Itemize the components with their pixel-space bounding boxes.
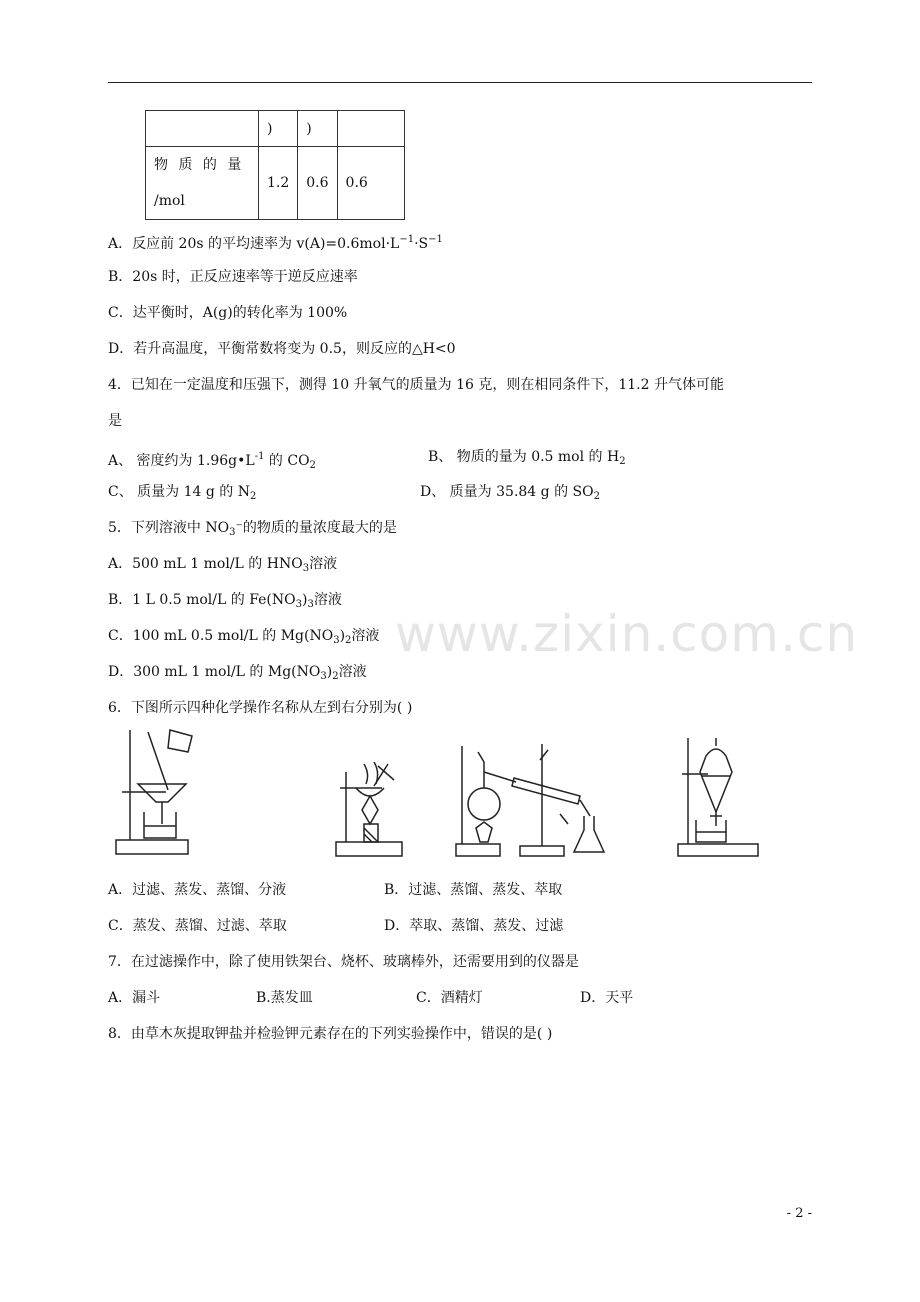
q7-option-d: D．天平 xyxy=(580,990,634,1006)
table-header-cell: ) xyxy=(259,111,298,147)
q3-option-c: C．达平衡时，A(g)的转化率为 100% xyxy=(108,305,348,321)
table-cell: 0.6 xyxy=(337,147,404,220)
q7-option-a: A．漏斗 xyxy=(108,990,161,1006)
q6-option-c: C．蒸发、蒸馏、过滤、萃取 xyxy=(108,918,287,934)
q5-option-b: B．1 L 0.5 mol/L 的 $Fe(NO_3)_3$溶液 xyxy=(108,592,342,610)
table-cell: 0.6 xyxy=(298,147,337,220)
q6-option-b: B．过滤、蒸馏、蒸发、萃取 xyxy=(384,882,563,898)
table-cell: 1.2 xyxy=(259,147,298,220)
q5-option-a: A．500 mL 1 mol/L 的 $HNO_3$溶液 xyxy=(108,556,338,574)
q4-stem-cont: 是 xyxy=(108,413,122,429)
q8-stem: 8．由草木灰提取钾盐并检验钾元素存在的下列实验操作中，错误的是( ) xyxy=(108,1026,553,1042)
quantity-table xyxy=(145,110,405,220)
evaporation-apparatus-icon xyxy=(330,762,410,860)
separatory-funnel-apparatus-icon xyxy=(674,736,764,860)
distillation-apparatus-icon xyxy=(450,742,610,860)
q4-stem: 4．已知在一定温度和压强下，测得 10 升氧气的质量为 16 克，则在相同条件下，11.2 升气体可能 xyxy=(108,377,724,393)
row-label-line2: /mol xyxy=(154,193,185,209)
q6-stem: 6．下图所示四种化学操作名称从左到右分别为( ) xyxy=(108,700,413,716)
filtration-apparatus-icon xyxy=(110,728,200,860)
q7-stem: 7．在过滤操作中，除了使用铁架台、烧杯、玻璃棒外，还需要用到的仪器是 xyxy=(108,954,579,970)
table-header-cell xyxy=(337,111,404,147)
table-header-cell xyxy=(146,111,259,147)
header-rule xyxy=(108,82,812,83)
q3-option-d: D．若升高温度，平衡常数将变为 0.5，则反应的△H<0 xyxy=(108,341,456,357)
table-header-cell: ) xyxy=(298,111,337,147)
page-number: - 2 - xyxy=(786,1206,812,1221)
q6-option-a: A．过滤、蒸发、蒸馏、分液 xyxy=(108,882,287,898)
table-row-label xyxy=(146,147,259,220)
q5-stem: 5．下列溶液中 $NO_3^-$的物质的量浓度最大的是 xyxy=(108,520,397,538)
q5-option-c: C．100 mL 0.5 mol/L 的 $Mg(NO_3)_2$溶液 xyxy=(108,628,380,646)
q3-option-a: A．反应前 20s 的平均速率为 $v(A)=0.6mol\cdot L^{-1}\cdot S^{-1}$ xyxy=(108,234,443,252)
q7-option-c: C．酒精灯 xyxy=(416,990,483,1006)
row-label-line1: 物 质 的 量 xyxy=(154,157,245,173)
q5-option-d: D．300 mL 1 mol/L 的 $Mg(NO_3)_2$溶液 xyxy=(108,664,367,682)
q4-option-a: A、 密度约为 $1.96g•L^{-1}$ 的 $CO_2$ xyxy=(108,451,316,471)
q3-option-b: B．20s 时，正反应速率等于逆反应速率 xyxy=(108,269,358,285)
q4-option-d: D、 质量为 35.84 g 的 $SO_2$ xyxy=(420,484,600,502)
q6-option-d: D．萃取、蒸馏、蒸发、过滤 xyxy=(384,918,564,934)
q7-option-b: B.蒸发皿 xyxy=(256,990,313,1006)
q4-option-b: B、 物质的量为 0.5 mol 的 $H_2$ xyxy=(428,449,626,467)
watermark: www.zixin.com.cn xyxy=(395,605,859,663)
q4-option-c: C、 质量为 14 g 的 $N_2$ xyxy=(108,484,257,502)
